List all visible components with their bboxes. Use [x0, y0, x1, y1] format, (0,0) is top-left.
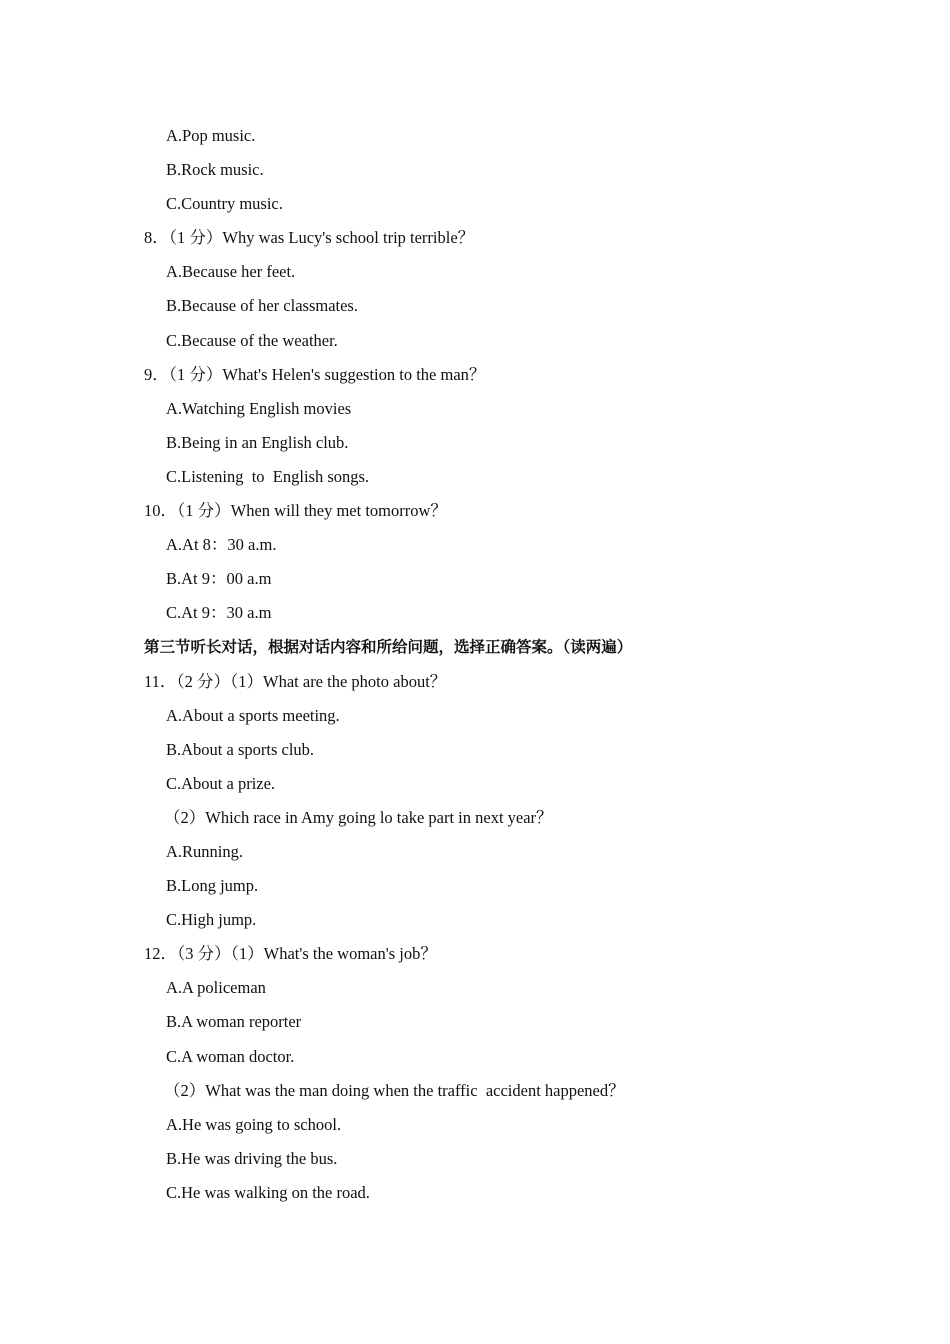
question-9: 9．（1 分）What's Helen's suggestion to the man？	[144, 364, 486, 384]
answer-option: A.About a sports meeting.	[166, 705, 340, 725]
question-11: 11．（2 分）（1）What are the photo about？	[144, 671, 447, 691]
answer-option: C.High jump.	[166, 910, 257, 930]
answer-option: A.Running.	[166, 841, 244, 861]
section-heading: 第三节听长对话，根据对话内容和所给问题，选择正确答案。（读两遍）	[144, 638, 633, 657]
answer-option: B.At 9：00 a.m	[166, 569, 272, 589]
answer-option: B.Being in an English club.	[166, 432, 349, 452]
answer-option: B.Rock music.	[166, 160, 264, 180]
question-12: 12．（3 分）（1）What's the woman's job？	[144, 944, 437, 964]
answer-option: B.He was driving the bus.	[166, 1148, 338, 1168]
answer-option: C.At 9：30 a.m	[166, 603, 272, 623]
document-body	[144, 119, 844, 1210]
answer-option: B.Long jump.	[166, 876, 259, 896]
sub-question: （2）Which race in Amy going lo take part in next year？	[164, 807, 553, 827]
answer-option: C.A woman doctor.	[166, 1046, 295, 1066]
question-10: 10．（1 分）When will they met tomorrow？	[144, 501, 447, 521]
answer-option: A.Pop music.	[166, 126, 256, 145]
answer-option: C.He was walking on the road.	[166, 1182, 370, 1202]
answer-option: A.He was going to school.	[166, 1114, 342, 1134]
answer-option: B.About a sports club.	[166, 739, 315, 759]
sub-question: （2）What was the man doing when the traffic accident happened？	[164, 1080, 625, 1100]
answer-option: B.Because of her classmates.	[166, 296, 358, 316]
answer-option: C.Because of the weather.	[166, 330, 338, 350]
answer-option: C.Listening to English songs.	[166, 466, 370, 486]
answer-option: C.Country music.	[166, 194, 283, 214]
answer-option: A.A policeman	[166, 978, 266, 998]
answer-option: A.At 8：30 a.m.	[166, 535, 277, 555]
answer-option: A.Because her feet.	[166, 262, 296, 282]
answer-option: A.Watching English movies	[166, 398, 352, 418]
question-8: 8．（1 分）Why was Lucy's school trip terrible？	[144, 228, 475, 248]
answer-option: B.A woman reporter	[166, 1012, 302, 1032]
answer-option: C.About a prize.	[166, 773, 276, 793]
